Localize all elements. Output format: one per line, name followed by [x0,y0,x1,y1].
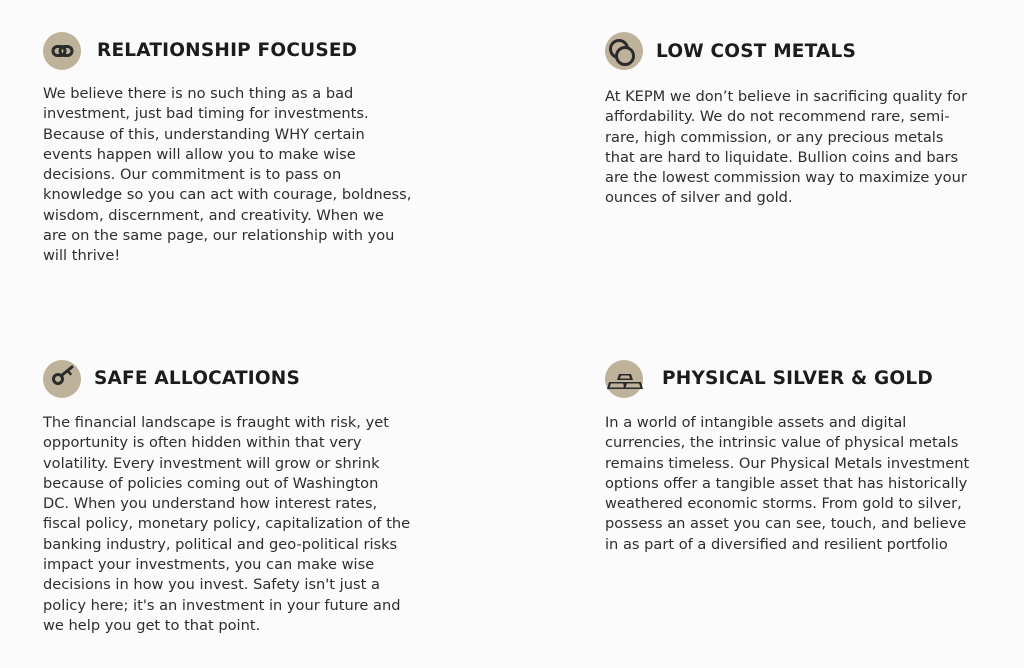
feature-description: In a world of intangible assets and digital currencies, the intrinsic value of physical metals remains timeless. Our Physical Metals investment options offer a tangible asset that has historically weathered economic storms. From gold to silver, possess an asset you can see, touch, and believe in as part of a diversified and resilient portfolio [605,414,970,553]
feature-title: PHYSICAL SILVER & GOLD [662,368,933,389]
feature-title: LOW COST METALS [656,41,857,62]
feature-header [605,32,1024,72]
coins-icon [605,32,643,70]
feature-title: RELATIONSHIP FOCUSED [97,40,358,61]
key-icon [43,360,81,398]
feature-header [43,32,483,72]
feature-description: We believe there is no such thing as a bad investment, just bad timing for investments. Because of this, understanding WHY certain events happen will allow you to make wise decisions. Our commitment is to pass on knowledge so you can act with courage, boldness, wisdom, discernment, and creativity. When we are on the same page, our relationship with you will thrive! [43,85,412,265]
feature-description: At KEPM we don’t believe in sacrificing quality for affordability. We do not recommend rare, semi- rare, high commission, or any precious metals that are hard to liquidate. Bullion coins and bars are the lowest commission way to maximize your ounces of silver and gold. [605,88,968,207]
gold-bars-icon [605,360,643,398]
feature-header [43,360,483,400]
feature-title: SAFE ALLOCATIONS [94,368,301,389]
chain-link-icon [43,32,81,70]
feature-header [605,360,1024,400]
feature-description: The financial landscape is fraught with risk, yet opportunity is often hidden within that very volatility. Every investment will grow or shrink because of policies coming out of Washington DC. When you understand how interest rates, fiscal policy, monetary policy, capitalization of the banking industry, political and geo-political risks impact your investments, you can make wise decisions in how you invest. Safety isn't just a policy here; it's an investment in your future and we help you get to that point. [43,414,411,634]
